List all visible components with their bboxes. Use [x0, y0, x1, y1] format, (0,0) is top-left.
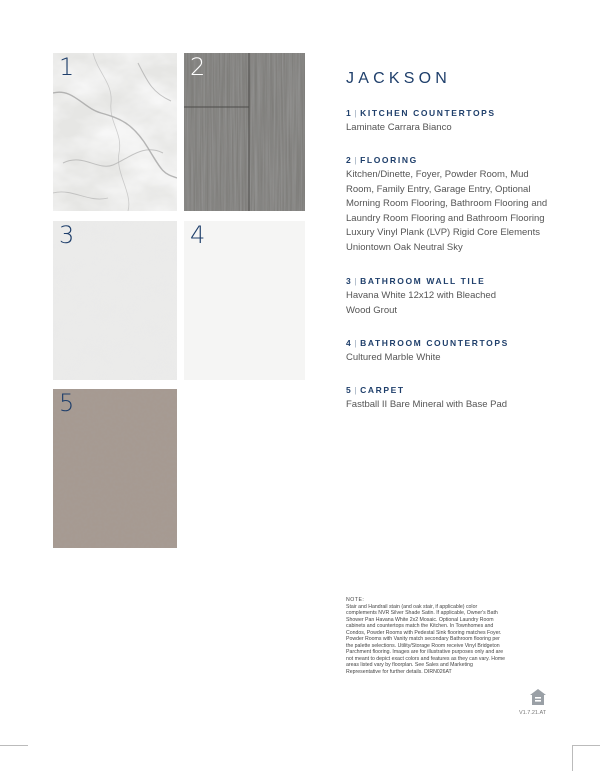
crop-mark — [572, 745, 573, 771]
section-title: BATHROOM WALL TILE — [360, 276, 486, 286]
section-divider: | — [354, 108, 359, 118]
section-text: Fastball II Bare Mineral with Base Pad — [346, 399, 508, 410]
swatch-2-uniontown-oak — [184, 53, 305, 211]
disclaimer-note — [346, 597, 506, 675]
section-text: Havana White 12x12 with Bleached Wood Grout — [346, 290, 496, 316]
swatch-number: 1 — [59, 53, 75, 81]
section-bathroom-countertops — [346, 338, 576, 366]
section-heading — [346, 155, 558, 165]
swatch-number: 4 — [190, 221, 206, 249]
equal-housing-icon — [529, 688, 547, 711]
swatch-number: 2 — [190, 53, 206, 81]
section-number: 4 — [346, 338, 353, 348]
section-text: Kitchen/Dinette, Foyer, Powder Room, Mud Room, Family Entry, Garage Entry, Optional Morning Room Flooring, Bathroom Flooring and Laundry Room Flooring and Bathroom Flooring Luxury Vinyl Plank (LVP) Rigid Core Elements Uniontown Oak Neutral Sky — [346, 169, 548, 253]
section-title: CARPET — [360, 385, 405, 395]
section-text: Laminate Carrara Bianco — [346, 122, 452, 133]
section-title: BATHROOM COUNTERTOPS — [360, 338, 509, 348]
section-text: Cultured Marble White — [346, 352, 441, 363]
swatch-4-cultured-marble-white — [184, 221, 305, 380]
section-number: 2 — [346, 155, 353, 165]
swatch-number: 5 — [59, 389, 75, 417]
crop-mark — [572, 745, 600, 746]
section-divider: | — [354, 338, 359, 348]
note-text: Stair and Handrail stain (and oak stair, if applicable) color complements NVR Silver Shade Satin. If applicable, Owner's Bath Shower Pan Havana White 2x2 Mosaic. Optional Laundry Room cabinets and countertops match the Kitchen. In Townhomes and Condos, Powder Rooms with Pedestal Sink flooring matches Foyer. Powder Rooms with Vanity match secondary Bathroom flooring per the palette selections. Utility/Storage Room receive Vinyl Bridgeton Parchment flooring. Images are for illustrative purposes only and are not meant to depict exact colors and features as they can vary. Home areas listed vary by floorplan. See Sales and Marketing Representative for further details. DIRN026AT — [346, 603, 506, 675]
section-title: KITCHEN COUNTERTOPS — [360, 108, 496, 118]
section-divider: | — [354, 155, 359, 165]
section-carpet — [346, 385, 576, 413]
section-number: 3 — [346, 276, 353, 286]
section-kitchen-countertops — [346, 108, 576, 136]
section-number: 1 — [346, 108, 353, 118]
section-flooring — [346, 155, 558, 256]
swatch-5-fastball-carpet — [53, 389, 177, 548]
swatch-number: 3 — [59, 221, 75, 249]
section-heading — [346, 338, 576, 348]
swatch-1-carrara-marble — [53, 53, 177, 211]
section-heading — [346, 276, 516, 286]
section-heading — [346, 108, 576, 118]
section-divider: | — [354, 276, 359, 286]
version-code: V1.7.21.AT — [519, 710, 547, 716]
page-title: JACKSON — [346, 70, 451, 87]
section-number: 5 — [346, 385, 353, 395]
swatch-3-havana-white-tile — [53, 221, 177, 380]
section-title: FLOORING — [360, 155, 418, 165]
note-label: NOTE: — [346, 597, 365, 603]
section-divider: | — [354, 385, 359, 395]
crop-mark — [0, 745, 28, 746]
section-bathroom-wall-tile — [346, 276, 516, 318]
section-heading — [346, 385, 576, 395]
